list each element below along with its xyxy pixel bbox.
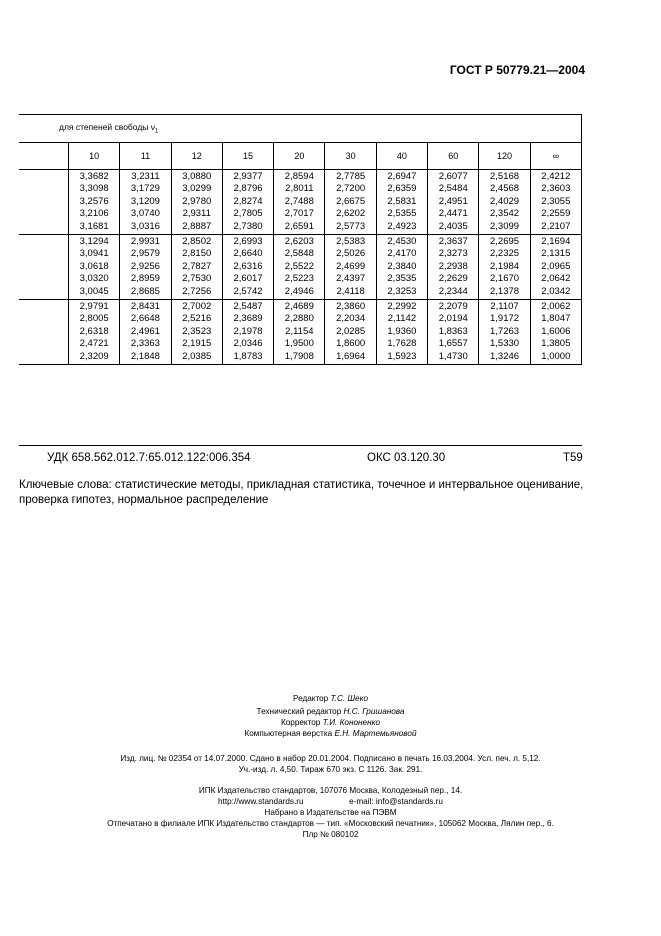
table-value: 3,0299 bbox=[182, 183, 212, 195]
category-code: Т59 bbox=[563, 452, 583, 464]
table-value: 2,9931 bbox=[130, 235, 160, 247]
table-value: 2,4212 bbox=[541, 170, 571, 182]
table-value: 2,5848 bbox=[284, 248, 314, 260]
data-cell bbox=[530, 235, 581, 300]
table-value: 2,7200 bbox=[336, 183, 366, 195]
table-value: 1,3805 bbox=[541, 338, 571, 350]
table-value: 1,8363 bbox=[438, 325, 468, 337]
table-value: 2,6648 bbox=[130, 313, 160, 325]
table-value: 2,1978 bbox=[233, 325, 263, 337]
table-value: 2,4951 bbox=[438, 195, 468, 207]
table-value: 2,3637 bbox=[438, 235, 468, 247]
data-cell bbox=[479, 170, 530, 235]
table-value: 3,1294 bbox=[79, 235, 109, 247]
table-value: 2,2559 bbox=[541, 208, 571, 220]
table-value: 2,3840 bbox=[387, 260, 417, 272]
column-header: 30 bbox=[325, 143, 376, 170]
table-value: 1,6006 bbox=[541, 325, 571, 337]
table-value: 2,6993 bbox=[233, 235, 263, 247]
data-cell bbox=[69, 170, 120, 235]
table-value: 2,5522 bbox=[284, 260, 314, 272]
table-value: 2,0194 bbox=[438, 313, 468, 325]
table-value: 2,6591 bbox=[284, 220, 314, 232]
table-value: 2,2079 bbox=[438, 300, 468, 312]
table-value: 2,1984 bbox=[489, 260, 520, 272]
table-value: 2,0062 bbox=[541, 300, 571, 312]
column-header: ∞ bbox=[530, 143, 581, 170]
table-value: 2,8887 bbox=[182, 220, 212, 232]
table-value: 2,5487 bbox=[233, 300, 263, 312]
table-value: 2,2880 bbox=[284, 313, 314, 325]
imprint-web-email: http://www.standards.ru e-mail: info@standards.ru bbox=[218, 797, 443, 806]
table-value: 3,2106 bbox=[79, 208, 109, 220]
oks-code: ОКС 03.120.30 bbox=[367, 452, 446, 464]
table-value: 2,2344 bbox=[438, 285, 468, 297]
table-value: 3,2311 bbox=[131, 170, 160, 182]
column-header: 12 bbox=[171, 143, 222, 170]
table-value: 2,3209 bbox=[79, 350, 109, 362]
table-value: 2,8150 bbox=[182, 248, 212, 260]
table-value: 2,5355 bbox=[387, 208, 417, 220]
table-value: 2,3055 bbox=[541, 195, 571, 207]
table-value: 2,9780 bbox=[182, 195, 212, 207]
table-value: 2,9311 bbox=[182, 208, 211, 220]
table-value: 2,2629 bbox=[438, 273, 468, 285]
table-value: 2,4923 bbox=[387, 220, 417, 232]
table-value: 2,4721 bbox=[79, 338, 109, 350]
keywords: Ключевые слова: статистические методы, прикладная статистика, точечное и интервальное оценивание, проверка гипотез, нормальное распределение bbox=[19, 479, 584, 506]
table-value: 2,2992 bbox=[387, 300, 417, 312]
data-cell bbox=[274, 235, 325, 300]
table-value: 2,6077 bbox=[438, 170, 468, 182]
table-value: 2,2107 bbox=[541, 220, 571, 232]
table-value: 2,3363 bbox=[130, 338, 160, 350]
table-value: 2,5026 bbox=[336, 248, 366, 260]
table-value: 2,8796 bbox=[233, 183, 263, 195]
table-value: 2,0346 bbox=[233, 338, 263, 350]
table-value: 1,3246 bbox=[489, 350, 520, 362]
table-value: 2,5773 bbox=[336, 220, 366, 232]
table-value: 1,9500 bbox=[284, 338, 314, 350]
data-cell bbox=[428, 235, 479, 300]
table-value: 2,4471 bbox=[438, 208, 468, 220]
table-value: 2,0385 bbox=[182, 350, 212, 362]
table-value: 2,6202 bbox=[336, 208, 366, 220]
imprint-tech-editor: Технический редактор Н.С. Гришанова bbox=[256, 707, 405, 716]
table-value: 2,3860 bbox=[336, 300, 366, 312]
column-header: 11 bbox=[120, 143, 171, 170]
table-value: 2,1107 bbox=[490, 300, 519, 312]
column-header: 10 bbox=[69, 143, 120, 170]
table-value: 1,7263 bbox=[489, 325, 520, 337]
table-value: 2,8274 bbox=[233, 195, 263, 207]
data-cell bbox=[69, 300, 120, 365]
table-value: 3,3682 bbox=[79, 170, 109, 182]
table-value: 2,4568 bbox=[489, 183, 520, 195]
data-cell bbox=[171, 235, 222, 300]
data-cell bbox=[479, 235, 530, 300]
column-header-row bbox=[19, 143, 582, 170]
table-value: 2,6675 bbox=[336, 195, 366, 207]
table-value: 2,7488 bbox=[284, 195, 314, 207]
table-value: 1,9360 bbox=[387, 325, 417, 337]
table-value: 2,1378 bbox=[489, 285, 520, 297]
table-value: 2,9579 bbox=[130, 248, 160, 260]
data-cell bbox=[120, 170, 171, 235]
table-value: 2,3273 bbox=[438, 248, 468, 260]
table-value: 3,0941 bbox=[79, 248, 109, 260]
table-value: 2,0285 bbox=[336, 325, 366, 337]
data-cell bbox=[428, 170, 479, 235]
section-divider bbox=[19, 445, 582, 446]
table-value: 2,8502 bbox=[182, 235, 212, 247]
imprint-plr: Плр № 080102 bbox=[302, 830, 359, 839]
data-cell bbox=[222, 235, 273, 300]
table-value: 2,7805 bbox=[233, 208, 263, 220]
table-value: 2,5484 bbox=[438, 183, 468, 195]
table-value: 2,1915 bbox=[182, 338, 212, 350]
column-header: 20 bbox=[274, 143, 325, 170]
table-value: 2,0642 bbox=[541, 273, 571, 285]
table-value: 3,0740 bbox=[130, 208, 160, 220]
table-value: 2,2938 bbox=[438, 260, 468, 272]
table-value: 2,6316 bbox=[233, 260, 263, 272]
table-value: 2,8005 bbox=[79, 313, 109, 325]
table-value: 2,8959 bbox=[130, 273, 160, 285]
table-value: 2,1848 bbox=[130, 350, 160, 362]
table-value: 3,2576 bbox=[79, 195, 109, 207]
data-cell bbox=[376, 170, 427, 235]
column-header: 120 bbox=[479, 143, 530, 170]
column-header: 60 bbox=[428, 143, 479, 170]
table-value: 2,1694 bbox=[541, 235, 571, 247]
table-value: 2,6203 bbox=[284, 235, 314, 247]
table-value: 2,5223 bbox=[284, 273, 314, 285]
table-value: 2,4946 bbox=[284, 285, 314, 297]
row-header-blank bbox=[19, 143, 69, 170]
data-cell bbox=[479, 300, 530, 365]
table-value: 1,5330 bbox=[489, 338, 520, 350]
table-value: 2,2325 bbox=[489, 248, 520, 260]
table-value: 2,3523 bbox=[182, 325, 212, 337]
table-value: 2,0342 bbox=[541, 285, 571, 297]
table-value: 2,5742 bbox=[233, 285, 263, 297]
document-code: ГОСТ Р 50779.21—2004 bbox=[449, 63, 585, 77]
table-value: 2,6017 bbox=[233, 273, 263, 285]
table-value: 2,4397 bbox=[336, 273, 366, 285]
data-cell bbox=[274, 170, 325, 235]
table-value: 2,7256 bbox=[182, 285, 212, 297]
data-cell bbox=[530, 300, 581, 365]
udk-code: УДК 658.562.012.7:65.012.122:006.354 bbox=[47, 452, 251, 464]
table-value: 2,5831 bbox=[387, 195, 417, 207]
data-cell bbox=[325, 170, 376, 235]
critical-values-table bbox=[19, 114, 582, 365]
table-value: 2,6359 bbox=[387, 183, 417, 195]
table-value: 2,2034 bbox=[336, 313, 366, 325]
data-cell bbox=[120, 300, 171, 365]
table-value: 3,3098 bbox=[79, 183, 109, 195]
imprint-license-2: Уч.-изд. л. 4,50. Тираж 670 экз. С 1126. Зак. 291. bbox=[238, 765, 423, 774]
table-value: 2,8594 bbox=[284, 170, 314, 182]
table-value: 2,7002 bbox=[182, 300, 212, 312]
table-value: 2,6947 bbox=[387, 170, 417, 182]
data-cell bbox=[325, 300, 376, 365]
data-cell bbox=[376, 300, 427, 365]
table-value: 2,3535 bbox=[387, 273, 417, 285]
data-cell bbox=[171, 300, 222, 365]
table-value: 2,4170 bbox=[387, 248, 417, 260]
data-cell bbox=[222, 300, 273, 365]
table-value: 1,0000 bbox=[541, 350, 571, 362]
table-value: 2,1142 bbox=[387, 313, 417, 325]
table-value: 2,3253 bbox=[387, 285, 417, 297]
table-value: 3,0045 bbox=[79, 285, 109, 297]
row-header-blank bbox=[19, 235, 69, 300]
table-value: 3,1209 bbox=[130, 195, 160, 207]
data-cell bbox=[325, 235, 376, 300]
data-cell bbox=[530, 170, 581, 235]
table-value: 2,9256 bbox=[130, 260, 160, 272]
table-value: 1,6964 bbox=[336, 350, 366, 362]
table-value: 1,7628 bbox=[387, 338, 417, 350]
table-value: 2,5168 bbox=[489, 170, 520, 182]
table-value: 2,9377 bbox=[233, 170, 263, 182]
table-value: 1,8047 bbox=[541, 313, 571, 325]
imprint-publisher: ИПК Издательство стандартов, 107076 Москва, Колодезный пер., 14. bbox=[198, 786, 463, 795]
imprint-editor: Редактор Т.С. Шеко bbox=[292, 694, 369, 703]
imprint-license-1: Изд. лиц. № 02354 от 14.07.2000. Сдано в набор 20.01.2004. Подписано в печать 16.03.2004. Усл. печ. л. 5,12. bbox=[120, 754, 541, 763]
table-value: 2,3603 bbox=[541, 183, 571, 195]
table-value: 2,0965 bbox=[541, 260, 571, 272]
data-cell bbox=[222, 170, 273, 235]
table-value: 1,5923 bbox=[387, 350, 417, 362]
table-value: 2,4689 bbox=[284, 300, 314, 312]
table-value: 3,1729 bbox=[130, 183, 160, 195]
table-value: 3,0880 bbox=[182, 170, 212, 182]
data-cell bbox=[376, 235, 427, 300]
table-value: 2,2695 bbox=[489, 235, 520, 247]
table-value: 2,7017 bbox=[284, 208, 314, 220]
table-value: 2,6640 bbox=[233, 248, 263, 260]
data-cell bbox=[428, 300, 479, 365]
table-value: 3,0618 bbox=[79, 260, 109, 272]
table-value: 2,1670 bbox=[489, 273, 520, 285]
table-value: 2,8685 bbox=[130, 285, 160, 297]
table-value: 2,6318 bbox=[79, 325, 109, 337]
table-value: 1,8600 bbox=[336, 338, 366, 350]
table-value: 1,4730 bbox=[438, 350, 468, 362]
table-value: 2,4530 bbox=[387, 235, 417, 247]
table-caption: для степеней свободы $\nu_1$ bbox=[19, 115, 582, 143]
data-cell bbox=[171, 170, 222, 235]
column-header: 15 bbox=[222, 143, 273, 170]
table-value: 2,7530 bbox=[182, 273, 212, 285]
row-header-blank bbox=[19, 170, 69, 235]
table-value: 2,9791 bbox=[79, 300, 109, 312]
imprint-layout: Компьютерная верстка Е.Н. Мартемьяновой bbox=[244, 729, 417, 738]
table-value: 2,3542 bbox=[489, 208, 520, 220]
table-value: 3,1681 bbox=[79, 220, 109, 232]
table-value: 2,3689 bbox=[233, 313, 263, 325]
table-value: 3,0316 bbox=[130, 220, 160, 232]
row-header-blank bbox=[19, 300, 69, 365]
imprint-printer: Отпечатано в филиале ИПК Издательство стандартов — тип. «Московский печатник», 105062 Москва, Лялин пер., 6. bbox=[107, 819, 554, 828]
table-value: 2,5383 bbox=[336, 235, 366, 247]
table-value: 2,4035 bbox=[438, 220, 468, 232]
table-value: 2,7785 bbox=[336, 170, 366, 182]
table-value: 2,1154 bbox=[285, 325, 314, 337]
table-value: 2,4961 bbox=[130, 325, 160, 337]
table-value: 2,7827 bbox=[182, 260, 212, 272]
table-value: 2,4118 bbox=[336, 285, 365, 297]
table-value: 2,8431 bbox=[130, 300, 160, 312]
table-value: 2,3099 bbox=[489, 220, 520, 232]
data-cell bbox=[69, 235, 120, 300]
table-value: 2,7380 bbox=[233, 220, 263, 232]
data-cell bbox=[274, 300, 325, 365]
table-value: 3,0320 bbox=[79, 273, 109, 285]
data-cell bbox=[120, 235, 171, 300]
table-value: 2,4029 bbox=[489, 195, 520, 207]
table-value: 2,8011 bbox=[285, 183, 314, 195]
table-value: 1,7908 bbox=[284, 350, 314, 362]
table-value: 1,8783 bbox=[233, 350, 263, 362]
table-value: 2,1315 bbox=[541, 248, 571, 260]
table-value: 1,6557 bbox=[438, 338, 468, 350]
table-value: 1,9172 bbox=[489, 313, 520, 325]
imprint-corrector: Корректор Т.И. Кононенко bbox=[280, 718, 381, 727]
table-value: 2,5216 bbox=[182, 313, 212, 325]
imprint-typeset: Набрано в Издательстве на ПЭВМ bbox=[264, 808, 397, 817]
column-header: 40 bbox=[376, 143, 427, 170]
table-value: 2,4699 bbox=[336, 260, 366, 272]
